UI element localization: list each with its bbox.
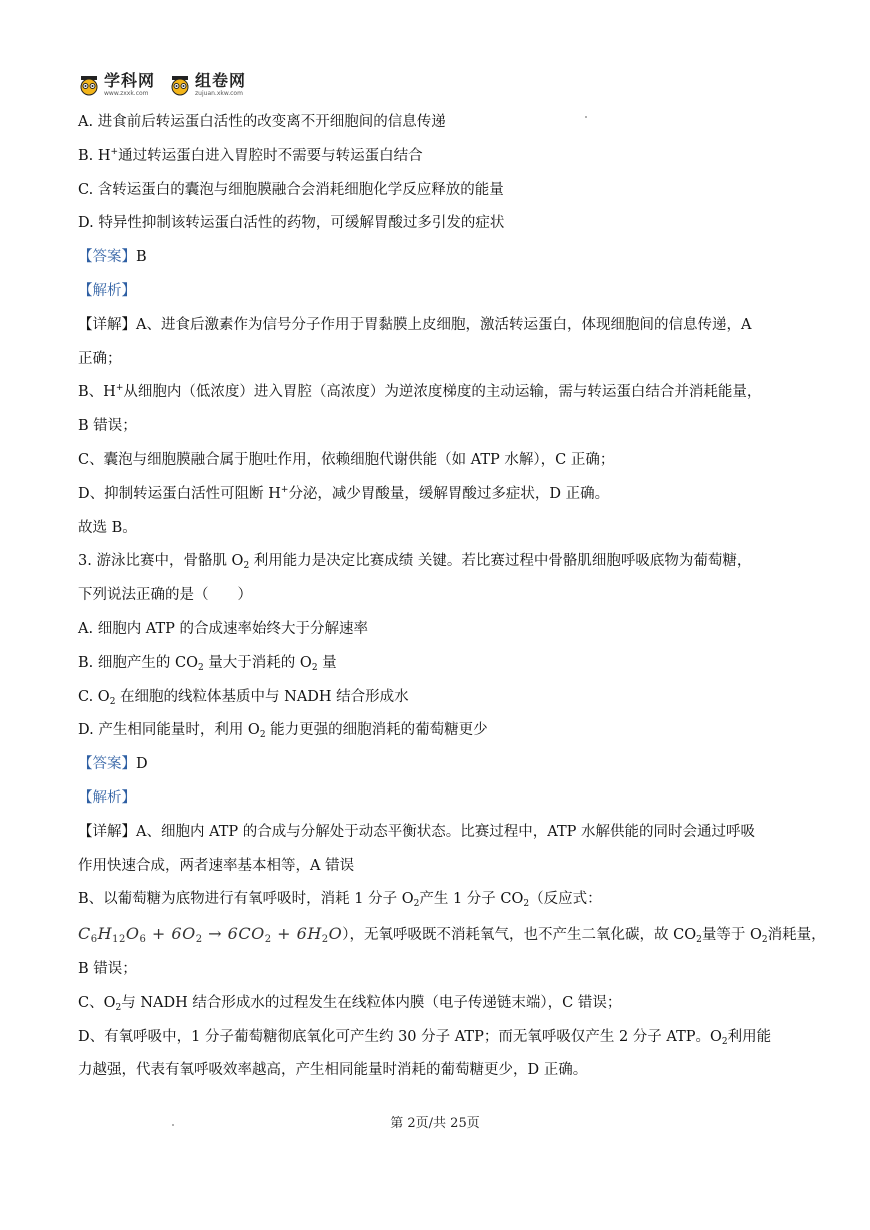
explanation-line: B、以葡萄糖为底物进行有氧呼吸时，消耗 1 分子 $O_2$产生 1 分子 $CO_2$（反应式： — [78, 891, 602, 910]
analysis-tag: 【解析】 — [78, 789, 136, 806]
explanation-line: B 错误； — [78, 418, 137, 435]
question-stem: 下列说法正确的是（ ） — [78, 587, 252, 604]
header-logos — [78, 70, 246, 100]
explanation-line: 【详解】A、进食后激素作为信号分子作用于胃黏膜上皮细胞，激活转运蛋白，体现细胞间的信息传递，A — [78, 316, 752, 333]
explanation-line: D、有氧呼吸中，1 分子葡萄糖彻底氧化可产生约 30 分子 ATP；而无氧呼吸仅产生 2 分子 ATP。$O_2$利用能 — [78, 1028, 772, 1047]
answer-tag: 【答案】 — [78, 756, 136, 773]
logo2-url: zujuan.xkw.com — [195, 90, 243, 97]
explanation-line: 正确； — [78, 350, 122, 367]
explanation-line: D、抑制转运蛋白活性可阻断 H+分泌，减少胃酸量，缓解胃酸过多症状，D 正确。 — [78, 484, 610, 502]
explanation-line: 力越强，代表有氧呼吸效率越高，产生相同能量时消耗的葡萄糖更少，D 正确。 — [78, 1062, 588, 1079]
option-d: D. 产生相同能量时，利用 $O_2$ 能力更强的细胞消耗的葡萄糖更少 — [78, 722, 488, 741]
logo1-name: 学科网 — [104, 71, 156, 90]
reaction-formula: $C_6H_{12}O_6 + 6O_2 \to 6CO_2 + 6H_2O$ — [78, 924, 343, 946]
explanation-line: B、H+从细胞内（低浓度）进入胃腔（高浓度）为逆浓度梯度的主动运输，需与转运蛋白结合并消耗能量， — [78, 383, 762, 401]
explanation-line: 作用快速合成，两者速率基本相等，A 错误 — [78, 857, 355, 874]
answer-line: 【答案】D — [78, 756, 148, 773]
explanation-line: 【详解】A、细胞内 ATP 的合成与分解处于动态平衡状态。比赛过程中，ATP 水解供能的同时会通过呼吸 — [78, 823, 756, 840]
logo-zujuanwang — [169, 73, 246, 97]
document-body — [78, 106, 826, 1088]
page-number: 第 2页/共 25页 — [390, 1116, 480, 1131]
explanation-line: B 错误； — [78, 960, 137, 977]
option-b: B. 细胞产生的 $CO_2$ 量大于消耗的 $O_2$ 量 — [78, 654, 337, 673]
option-a: A. 细胞内 ATP 的合成速率始终大于分解速率 — [78, 620, 369, 637]
option-d: D. 特异性抑制该转运蛋白活性的药物，可缓解胃酸过多引发的症状 — [78, 215, 505, 232]
owl-icon — [169, 74, 191, 96]
option-a: A. 进食前后转运蛋白活性的改变离不开细胞间的信息传递 — [78, 114, 446, 130]
conclusion-line: 故选 B。 — [78, 519, 137, 536]
owl-icon — [78, 74, 100, 96]
answer-tag: 【答案】 — [78, 249, 136, 266]
logo2-name: 组卷网 — [195, 71, 247, 90]
analysis-tag: 【解析】 — [78, 282, 136, 299]
logo1-url: www.zxxk.com — [104, 90, 149, 97]
formula-line: $C_6H_{12}O_6 + 6O_2 \to 6CO_2 + 6H_2O$），无氧呼吸既不消耗氧气，也不产生二氧化碳，故 $CO_2$量等于 $O_2$消耗量， — [78, 924, 826, 946]
option-c: C. 含转运蛋白的囊泡与细胞膜融合会消耗细胞化学反应释放的能量 — [78, 181, 504, 198]
question-stem: 3. 游泳比赛中，骨骼肌 $O_2$ 利用能力是决定比赛成绩 关键。若比赛过程中骨骼肌细胞呼吸底物为葡萄糖， — [78, 553, 752, 572]
option-b: B. H+通过转运蛋白进入胃腔时不需要与转运蛋白结合 — [78, 146, 423, 164]
explanation-line: C、$O_2$与 NADH 结合形成水的过程发生在线粒体内膜（电子传递链末端），C 错误； — [78, 994, 622, 1013]
answer-line: 【答案】B — [78, 249, 147, 266]
option-c: C. $O_2$ 在细胞的线粒体基质中与 NADH 结合形成水 — [78, 688, 409, 707]
explanation-line: C、囊泡与细胞膜融合属于胞吐作用，依赖细胞代谢供能（如 ATP 水解），C 正确； — [78, 451, 615, 468]
logo-xuekewang — [78, 73, 155, 97]
